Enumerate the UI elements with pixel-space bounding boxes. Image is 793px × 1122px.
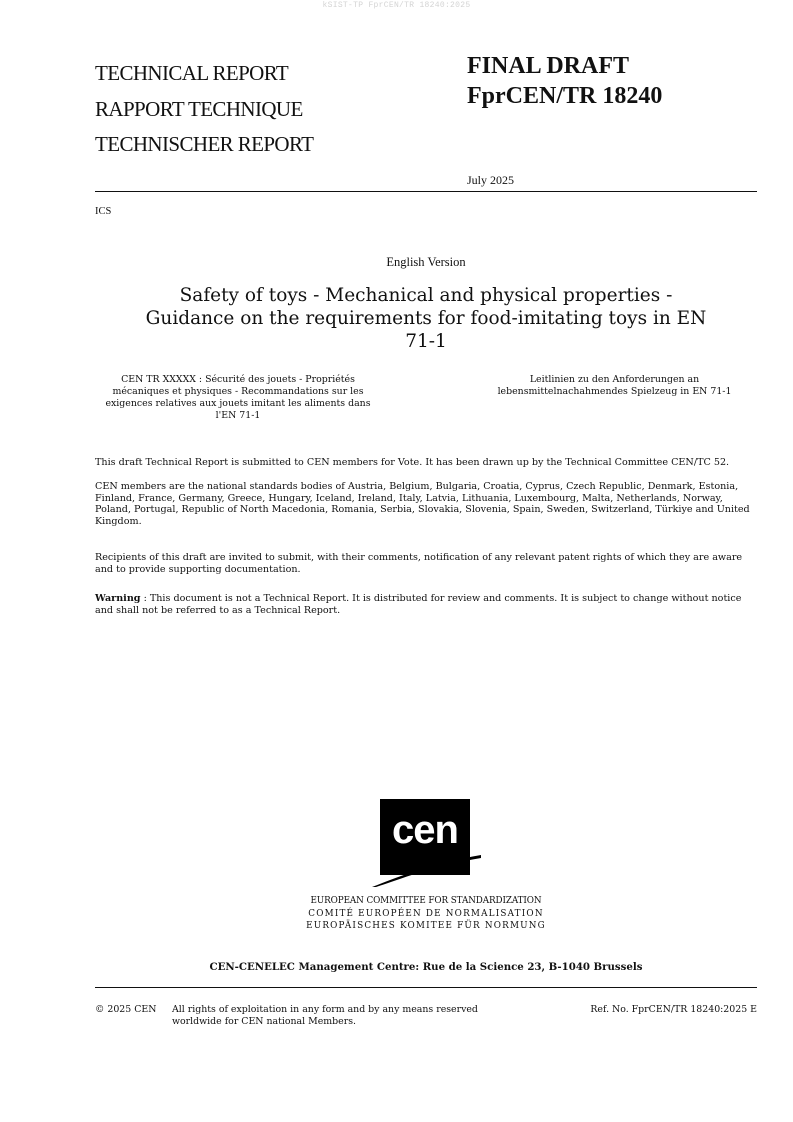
management-centre-address: CEN-CENELEC Management Centre: Rue de la Science 23, B-1040 Brussels — [209, 961, 643, 973]
document-title: Safety of toys - Mechanical and physical properties - Guidance on the requirements for food-imitating toys in EN 71-1 — [145, 285, 707, 352]
cen-logo-swoosh — [370, 852, 482, 888]
members-paragraph: CEN members are the national standards bodies of Austria, Belgium, Bulgaria, Croatia, Cyprus, Czech Republic, Denmark, Estonia, Finland, France, Germany, Greece, Hungary, Iceland, Ireland, Italy, Latvia, Lithuania, Luxembourg, Malta, Netherlands, Norway, Poland, Portugal, Republic of North Macedonia, Romania, Serbia, Slovakia, Slovenia, Spain, Sweden, Switzerland, Türkiye and United Kingdom. — [95, 481, 750, 527]
copyright-notice: © 2025 CEN — [95, 1004, 157, 1015]
cen-logo-text: cen — [392, 808, 458, 852]
french-title: CEN TR XXXXX : Sécurité des jouets - Propriétés mécaniques et physiques - Recommandations sur les exigences relatives aux jouets imitant les aliments dans l'EN 71-1 — [105, 374, 371, 421]
committee-name-en: EUROPEAN COMMITTEE FOR STANDARDIZATION — [310, 896, 542, 906]
warning-text: : This document is not a Technical Report. It is distributed for review and comments. It is subject to change without notice and shall not be referred to as a Technical Report. — [95, 593, 742, 616]
rights-statement: All rights of exploitation in any form and by any means reserved worldwide for CEN national Members. — [172, 1004, 478, 1027]
reference-number: Ref. No. FprCEN/TR 18240:2025 E — [590, 1004, 757, 1015]
footer-divider — [95, 987, 757, 988]
committee-names — [95, 895, 757, 933]
final-draft-block — [467, 51, 662, 111]
document-number: FprCEN/TR 18240 — [467, 83, 663, 109]
watermark: kSIST-TP FprCEN/TR 18240:2025 — [322, 1, 471, 10]
ics-label: ICS — [95, 206, 112, 217]
header-divider — [95, 191, 757, 192]
publication-date: July 2025 — [467, 173, 515, 187]
german-title: Leitlinien zu den Anforderungen an lebensmittelnachahmendes Spielzeug in EN 71-1 — [497, 374, 732, 397]
warning-label: Warning — [95, 593, 141, 604]
language-version: English Version — [386, 255, 466, 269]
committee-name-fr: COMITÉ EUROPÉEN DE NORMALISATION — [308, 908, 544, 919]
report-type-de: TECHNISCHER REPORT — [95, 132, 314, 156]
report-type-en: TECHNICAL REPORT — [95, 61, 289, 85]
recipients-paragraph: Recipients of this draft are invited to submit, with their comments, notification of any relevant patent rights of which they are aware and to provide supporting documentation. — [95, 552, 743, 575]
draft-notice: This draft Technical Report is submitted to CEN members for Vote. It has been drawn up by the Technical Committee CEN/TC 52. — [95, 457, 730, 468]
draft-status: FINAL DRAFT — [467, 53, 630, 79]
report-type-fr: RAPPORT TECHNIQUE — [95, 96, 303, 121]
committee-name-de: EUROPÄISCHES KOMITEE FÜR NORMUNG — [306, 921, 546, 931]
warning-paragraph — [95, 593, 757, 616]
report-type-block — [95, 56, 313, 163]
